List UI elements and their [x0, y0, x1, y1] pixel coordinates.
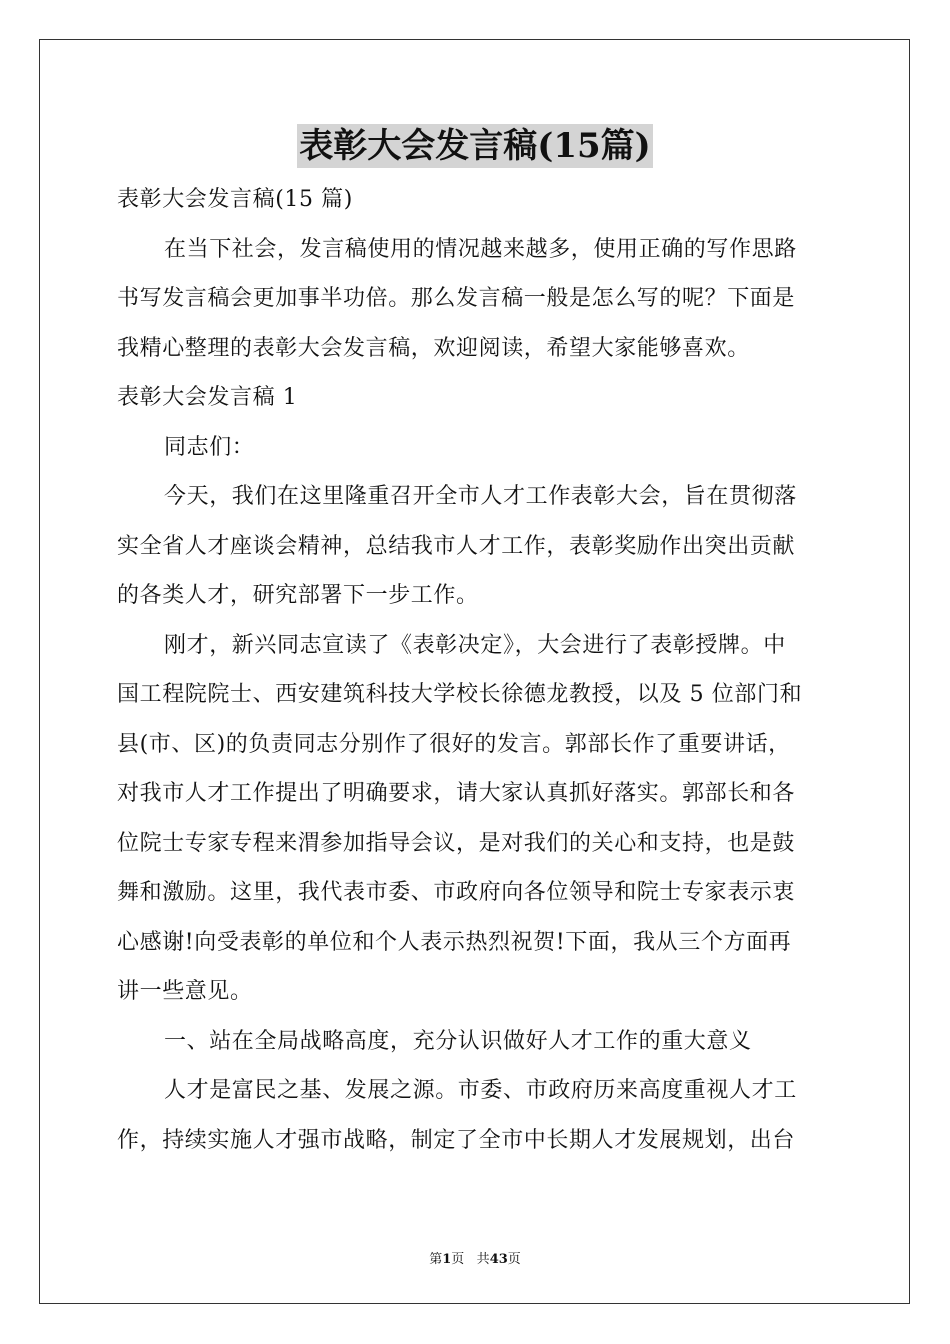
footer-page-unit: 页	[451, 1252, 465, 1267]
paragraph-line: 在当下社会，发言稿使用的情况越来越多，使用正确的写作思路	[164, 236, 797, 262]
paragraph-line: 作，持续实施人才强市战略，制定了全市中长期人才发展规划，出台	[117, 1127, 796, 1153]
footer-total-unit: 页	[507, 1252, 521, 1267]
subheading-line: 一、站在全局战略高度，充分认识做好人才工作的重大意义	[164, 1028, 752, 1054]
paragraph-line: 讲一些意见。	[117, 979, 253, 1004]
paragraph-line: 县(市、区)的负责同志分别作了很好的发言。郭部长作了重要讲话，	[117, 731, 791, 757]
footer-prefix: 第	[429, 1252, 443, 1267]
salutation-line: 同志们：	[164, 434, 255, 460]
document-body	[117, 180, 837, 1170]
paragraph-line: 舞和激励。这里，我代表市委、市政府向各位领导和院士专家表示衷	[117, 880, 796, 905]
footer-total-prefix: 共	[476, 1252, 490, 1267]
paragraph-line: 国工程院院士、西安建筑科技大学校长徐德龙教授，以及 5 位部门和	[117, 682, 803, 707]
title-container	[0, 124, 950, 168]
footer-page-number: 1	[442, 1252, 452, 1267]
paragraph-line: 刚才，新兴同志宣读了《表彰决定》，大会进行了表彰授牌。中	[164, 632, 786, 658]
paragraph-line: 书写发言稿会更加事半功倍。那么发言稿一般是怎么写的呢？下面是	[117, 286, 796, 311]
section-heading: 表彰大会发言稿 1	[117, 385, 298, 410]
subtitle-line: 表彰大会发言稿(15 篇)	[117, 187, 353, 212]
paragraph-line: 实全省人才座谈会精神，总结我市人才工作，表彰奖励作出突出贡献	[117, 533, 796, 559]
paragraph-line: 的各类人才，研究部署下一步工作。	[117, 583, 479, 608]
page-footer	[0, 1248, 950, 1267]
paragraph-line: 心感谢!向受表彰的单位和个人表示热烈祝贺!下面，我从三个方面再	[117, 929, 792, 955]
paragraph-line: 人才是富民之基、发展之源。市委、市政府历来高度重视人才工	[164, 1078, 797, 1103]
paragraph-line: 今天，我们在这里隆重召开全市人才工作表彰大会，旨在贯彻落	[164, 484, 797, 509]
document-title: 表彰大会发言稿(15篇)	[299, 126, 651, 166]
paragraph-line: 我精心整理的表彰大会发言稿，欢迎阅读，希望大家能够喜欢。	[117, 335, 750, 361]
paragraph-line: 位院士专家专程来渭参加指导会议，是对我们的关心和支持，也是鼓	[117, 830, 796, 856]
footer-total-pages: 43	[489, 1252, 508, 1267]
paragraph-line: 对我市人才工作提出了明确要求，请大家认真抓好落实。郭部长和各	[117, 781, 796, 806]
